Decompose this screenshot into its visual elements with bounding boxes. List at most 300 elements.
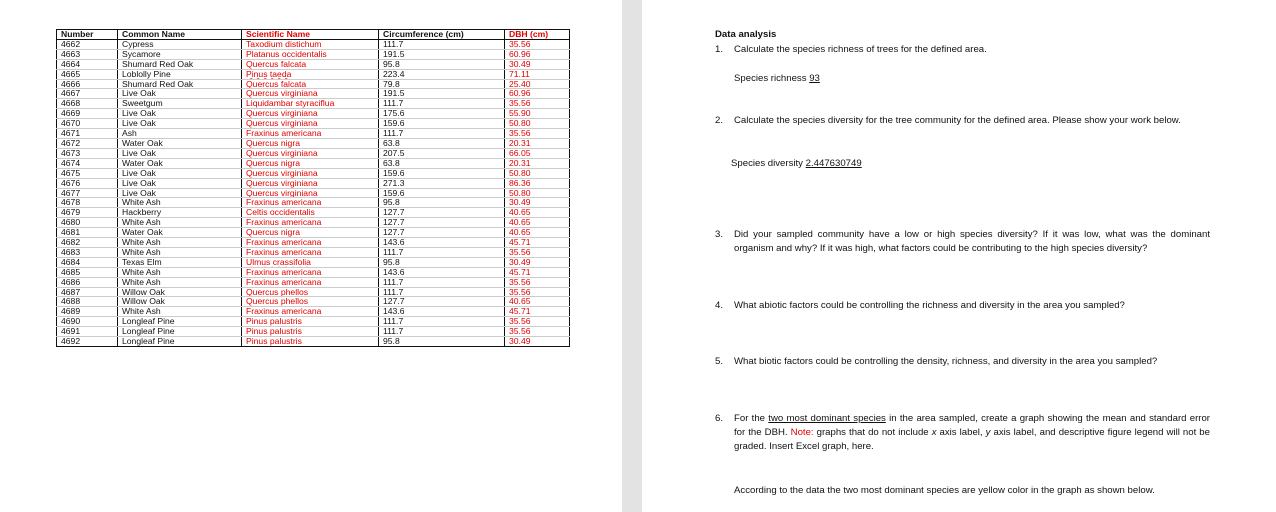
cell-dbh	[505, 247, 570, 257]
question-2	[715, 114, 1215, 142]
species-diversity-value[interactable]: 2.447630749	[805, 158, 862, 169]
cell-number-text: 4662	[61, 39, 81, 49]
cell-scientific-name-text: Quercus falcata	[246, 79, 307, 89]
cell-number-text: 4672	[61, 138, 81, 148]
cell-dbh	[505, 188, 570, 198]
cell-common-name	[118, 129, 242, 139]
cell-dbh-text: 71.11	[509, 69, 530, 79]
q6-text-e: axis label, and descriptive figure legend will not be graded. Insert Excel graph, here.	[734, 427, 1210, 452]
cell-common-name-text: Cypress	[122, 39, 154, 49]
cell-scientific-name	[242, 79, 379, 89]
cell-circumference	[379, 59, 505, 69]
cell-dbh	[505, 257, 570, 267]
table-row	[57, 59, 570, 69]
cell-dbh	[505, 277, 570, 287]
cell-circumference-text: 159.6	[383, 188, 405, 198]
cell-scientific-name	[242, 49, 379, 59]
cell-dbh-text: 86.36	[509, 178, 531, 188]
cell-common-name-text: White Ash	[122, 237, 161, 248]
cell-scientific-name	[242, 59, 379, 69]
question-4	[715, 299, 1215, 313]
cell-number-text: 4677	[61, 188, 81, 198]
cell-number	[57, 69, 118, 79]
cell-number	[57, 287, 118, 297]
cell-common-name	[118, 148, 242, 158]
cell-common-name	[118, 277, 242, 287]
cell-circumference-text: 79.8	[383, 79, 400, 89]
species-diversity-label: Species diversity	[731, 158, 803, 169]
cell-scientific-name	[242, 307, 379, 317]
question-2-text: Calculate the species diversity for the tree community for the defined area. Please show your work below.	[734, 115, 1181, 126]
cell-scientific-name-text: Quercus nigra	[246, 227, 300, 238]
cell-dbh	[505, 99, 570, 109]
cell-number-text: 4683	[61, 247, 81, 257]
cell-dbh-text: 40.65	[509, 296, 531, 307]
cell-circumference	[379, 99, 505, 109]
q6-x-italic: x	[931, 427, 937, 438]
table-row	[57, 287, 570, 297]
cell-common-name-text: Live Oak	[122, 108, 156, 119]
cell-dbh	[505, 317, 570, 327]
cell-dbh	[505, 49, 570, 59]
page-gutter	[622, 0, 642, 512]
cell-number-text: 4667	[61, 88, 81, 99]
table-row	[57, 337, 570, 347]
cell-dbh-text: 50.80	[509, 118, 531, 129]
cell-circumference	[379, 188, 505, 198]
cell-common-name	[118, 267, 242, 277]
cell-common-name-text: White Ash	[122, 247, 161, 257]
cell-number	[57, 99, 118, 109]
cell-dbh-text: 60.96	[509, 88, 531, 99]
cell-circumference-text: 63.8	[383, 138, 400, 148]
cell-common-name-text: Loblolly Pine	[122, 69, 171, 79]
table-row	[57, 109, 570, 119]
cell-scientific-name	[242, 119, 379, 129]
cell-scientific-name	[242, 228, 379, 238]
table-row	[57, 178, 570, 188]
cell-dbh	[505, 287, 570, 297]
cell-common-name	[118, 247, 242, 257]
species-richness-label: Species richness	[734, 73, 807, 84]
cell-number-text: 4665	[61, 69, 81, 79]
cell-scientific-name	[242, 327, 379, 337]
cell-number	[57, 218, 118, 228]
cell-number	[57, 198, 118, 208]
cell-dbh-text: 30.49	[509, 197, 531, 208]
cell-circumference-text: 127.7	[383, 217, 405, 228]
table-row	[57, 277, 570, 287]
question-1	[715, 43, 1215, 57]
cell-number	[57, 168, 118, 178]
cell-scientific-name	[242, 188, 379, 198]
species-richness-value[interactable]: 93	[809, 73, 820, 84]
cell-scientific-name-text: Fraxinus americana	[246, 237, 322, 248]
table-row	[57, 228, 570, 238]
cell-scientific-name	[242, 129, 379, 139]
question-1-text: Calculate the species richness of trees for the defined area.	[734, 44, 987, 55]
cell-common-name-text: Willow Oak	[122, 296, 165, 307]
cell-circumference	[379, 89, 505, 99]
cell-number-text: 4679	[61, 207, 81, 218]
cell-dbh	[505, 168, 570, 178]
cell-circumference	[379, 287, 505, 297]
cell-dbh	[505, 307, 570, 317]
tree-data-table	[56, 29, 570, 347]
table-row	[57, 89, 570, 99]
cell-number-text: 4673	[61, 148, 81, 158]
cell-dbh-text: 35.56	[509, 287, 531, 297]
table-row	[57, 307, 570, 317]
cell-common-name	[118, 59, 242, 69]
cell-common-name	[118, 228, 242, 238]
cell-circumference	[379, 277, 505, 287]
cell-dbh-text: 66.05	[509, 148, 531, 158]
cell-dbh-text: 45.71	[509, 237, 531, 248]
cell-number	[57, 129, 118, 139]
cell-number-text: 4685	[61, 267, 81, 277]
cell-common-name-text: Water Oak	[122, 158, 163, 168]
cell-scientific-name	[242, 208, 379, 218]
cell-scientific-name	[242, 158, 379, 168]
cell-dbh-text: 20.31	[509, 138, 531, 148]
cell-common-name-text: White Ash	[122, 197, 161, 208]
cell-number	[57, 39, 118, 49]
cell-common-name	[118, 138, 242, 148]
table-row	[57, 247, 570, 257]
cell-scientific-name	[242, 257, 379, 267]
cell-common-name	[118, 287, 242, 297]
cell-common-name-text: Ash	[122, 128, 137, 139]
cell-dbh	[505, 119, 570, 129]
cell-scientific-name-text: Quercus phellos	[246, 296, 309, 307]
table-row	[57, 39, 570, 49]
cell-common-name-text: Hackberry	[122, 207, 162, 218]
cell-scientific-name-text: Fraxinus americana	[246, 217, 322, 228]
cell-circumference	[379, 129, 505, 139]
table-row	[57, 317, 570, 327]
cell-number-text: 4682	[61, 237, 81, 248]
cell-number	[57, 148, 118, 158]
cell-number	[57, 109, 118, 119]
cell-dbh-text: 40.65	[509, 217, 531, 228]
cell-number-text: 4663	[61, 49, 81, 59]
cell-circumference	[379, 327, 505, 337]
question-2-number: 2.	[715, 115, 724, 126]
cell-number	[57, 247, 118, 257]
cell-scientific-name-text: Quercus phellos	[246, 287, 309, 297]
cell-scientific-name-text: Pinus palustris	[246, 326, 302, 337]
cell-common-name-text: Longleaf Pine	[122, 336, 175, 347]
cell-dbh	[505, 89, 570, 99]
table-row	[57, 198, 570, 208]
cell-number	[57, 188, 118, 198]
cell-number-text: 4678	[61, 197, 81, 208]
header-common-name: Common Name	[118, 30, 242, 40]
table-row	[57, 158, 570, 168]
table-row	[57, 257, 570, 267]
cell-number-text: 4692	[61, 336, 81, 347]
cell-number-text: 4674	[61, 158, 81, 168]
q6-text-b: in the area sampled, create a graph showing the mean and standard error for the DBH.	[734, 413, 1211, 438]
question-4-text: What abiotic factors could be controlling the richness and diversity in the area you sampled?	[734, 300, 1125, 311]
cell-scientific-name-text: Quercus virginiana	[246, 118, 318, 129]
cell-scientific-name	[242, 297, 379, 307]
cell-dbh	[505, 138, 570, 148]
cell-circumference	[379, 138, 505, 148]
cell-circumference-text: 111.7	[383, 39, 404, 49]
cell-circumference	[379, 228, 505, 238]
cell-common-name-text: Shumard Red Oak	[122, 59, 194, 69]
table-row	[57, 188, 570, 198]
cell-circumference	[379, 198, 505, 208]
cell-scientific-name-text: Quercus falcata	[246, 59, 307, 69]
cell-dbh	[505, 208, 570, 218]
cell-common-name-text: Longleaf Pine	[122, 326, 175, 337]
cell-common-name	[118, 39, 242, 49]
cell-number-text: 4666	[61, 79, 81, 89]
cell-common-name	[118, 297, 242, 307]
cell-number-text: 4688	[61, 296, 81, 307]
cell-common-name	[118, 257, 242, 267]
species-diversity-answer	[731, 157, 862, 171]
cell-common-name	[118, 327, 242, 337]
cell-number-text: 4670	[61, 118, 81, 129]
cell-scientific-name-text: Quercus virginiana	[246, 188, 318, 198]
cell-scientific-name	[242, 317, 379, 327]
cell-circumference	[379, 158, 505, 168]
cell-scientific-name-text: Fraxinus americana	[246, 306, 322, 317]
cell-number	[57, 138, 118, 148]
cell-scientific-name	[242, 148, 379, 158]
cell-scientific-name	[242, 198, 379, 208]
cell-circumference-text: 143.6	[383, 306, 405, 317]
cell-common-name-text: Water Oak	[122, 138, 163, 148]
table-row	[57, 99, 570, 109]
cell-number	[57, 297, 118, 307]
cell-dbh-text: 50.80	[509, 168, 531, 178]
cell-dbh	[505, 218, 570, 228]
cell-circumference-text: 127.7	[383, 207, 405, 218]
cell-dbh-text: 40.65	[509, 227, 531, 238]
cell-circumference-text: 95.8	[383, 336, 400, 347]
cell-common-name	[118, 188, 242, 198]
cell-common-name-text: White Ash	[122, 277, 161, 287]
cell-scientific-name-text: Quercus virginiana	[246, 168, 318, 178]
question-3	[715, 228, 1215, 270]
question-5-number: 5.	[715, 356, 724, 367]
cell-common-name-text: Live Oak	[122, 88, 156, 99]
cell-circumference-text: 95.8	[383, 257, 400, 267]
table-row	[57, 267, 570, 277]
cell-circumference-text: 111.7	[383, 128, 404, 139]
question-6-text	[734, 412, 1210, 454]
cell-circumference-text: 191.5	[383, 49, 405, 59]
cell-number-text: 4676	[61, 178, 81, 188]
cell-common-name-text: Willow Oak	[122, 287, 165, 297]
cell-circumference-text: 159.6	[383, 118, 405, 129]
cell-scientific-name	[242, 109, 379, 119]
cell-dbh-text: 35.56	[509, 39, 531, 49]
question-1-number: 1.	[715, 44, 724, 55]
cell-scientific-name	[242, 218, 379, 228]
question-4-number: 4.	[715, 300, 724, 311]
cell-common-name-text: Live Oak	[122, 148, 156, 158]
cell-circumference-text: 175.6	[383, 108, 405, 119]
cell-scientific-name-text: Liquidambar styraciflua	[246, 98, 335, 109]
answer-text[interactable]: According to the data the two most dominant species are yellow color in the graph as shown below.	[734, 485, 1155, 496]
cell-circumference	[379, 297, 505, 307]
cell-dbh	[505, 59, 570, 69]
cell-scientific-name-text: Fraxinus americana	[246, 197, 322, 208]
cell-scientific-name-text: Ulmus crassifolia	[246, 257, 311, 267]
cell-number-text: 4675	[61, 168, 81, 178]
table-row	[57, 69, 570, 79]
cell-dbh-text: 35.56	[509, 316, 531, 327]
cell-circumference-text: 143.6	[383, 237, 405, 248]
cell-common-name-text: Live Oak	[122, 118, 156, 129]
cell-circumference	[379, 109, 505, 119]
cell-common-name-text: Shumard Red Oak	[122, 79, 194, 89]
cell-common-name-text: Sweetgum	[122, 98, 163, 109]
cell-scientific-name	[242, 39, 379, 49]
table-row	[57, 208, 570, 218]
cell-common-name	[118, 218, 242, 228]
cell-dbh	[505, 79, 570, 89]
cell-circumference-text: 63.8	[383, 158, 400, 168]
cell-number	[57, 228, 118, 238]
table-row	[57, 327, 570, 337]
cell-common-name-text: White Ash	[122, 267, 161, 277]
cell-dbh	[505, 297, 570, 307]
cell-dbh-text: 20.31	[509, 158, 531, 168]
cell-common-name-text: Longleaf Pine	[122, 316, 175, 327]
cell-circumference-text: 191.5	[383, 88, 405, 99]
cell-circumference-text: 127.7	[383, 227, 405, 238]
cell-circumference-text: 111.7	[383, 98, 404, 109]
cell-dbh	[505, 267, 570, 277]
cell-number	[57, 178, 118, 188]
cell-dbh	[505, 109, 570, 119]
cell-circumference	[379, 257, 505, 267]
q6-text-d: axis label,	[939, 427, 983, 438]
cell-scientific-name	[242, 287, 379, 297]
cell-scientific-name	[242, 277, 379, 287]
cell-circumference	[379, 178, 505, 188]
question-5-text: What biotic factors could be controlling the density, richness, and diversity in the area you sampled?	[734, 356, 1158, 367]
cell-scientific-name-text: Quercus virginiana	[246, 108, 318, 119]
table-row	[57, 148, 570, 158]
cell-common-name	[118, 178, 242, 188]
cell-common-name	[118, 337, 242, 347]
cell-number	[57, 89, 118, 99]
cell-circumference-text: 111.7	[383, 316, 404, 327]
cell-circumference	[379, 317, 505, 327]
cell-scientific-name	[242, 178, 379, 188]
cell-dbh	[505, 327, 570, 337]
table-row	[57, 129, 570, 139]
cell-circumference	[379, 79, 505, 89]
table-row	[57, 119, 570, 129]
cell-dbh-text: 30.49	[509, 59, 531, 69]
cell-common-name	[118, 158, 242, 168]
cell-dbh	[505, 198, 570, 208]
question-6	[715, 412, 1215, 454]
cell-scientific-name	[242, 99, 379, 109]
cell-common-name-text: Water Oak	[122, 227, 163, 238]
cell-scientific-name-text: Celtis occidentalis	[246, 207, 315, 218]
cell-common-name	[118, 168, 242, 178]
cell-circumference-text: 143.6	[383, 267, 405, 277]
cell-scientific-name-text: Fraxinus americana	[246, 247, 322, 257]
cell-common-name-text: Live Oak	[122, 178, 156, 188]
cell-number	[57, 208, 118, 218]
table-header-row	[57, 30, 570, 40]
cell-scientific-name-text: Pinus taeda	[246, 69, 292, 79]
cell-number	[57, 119, 118, 129]
cell-circumference-text: 95.8	[383, 197, 400, 208]
cell-circumference-text: 111.7	[383, 326, 404, 337]
cell-circumference	[379, 208, 505, 218]
cell-scientific-name	[242, 69, 379, 79]
cell-number-text: 4684	[61, 257, 81, 267]
cell-circumference-text: 111.7	[383, 277, 404, 287]
q6-underlined: two most dominant species	[768, 413, 886, 424]
question-3-number: 3.	[715, 229, 724, 240]
cell-scientific-name-text: Pinus palustris	[246, 336, 302, 347]
cell-circumference-text: 95.8	[383, 59, 400, 69]
cell-dbh-text: 60.96	[509, 49, 531, 59]
cell-dbh-text: 35.56	[509, 128, 531, 139]
table-row	[57, 49, 570, 59]
cell-scientific-name	[242, 89, 379, 99]
cell-number	[57, 307, 118, 317]
cell-circumference	[379, 247, 505, 257]
table-row	[57, 79, 570, 89]
cell-number-text: 4669	[61, 108, 81, 119]
cell-common-name	[118, 307, 242, 317]
cell-scientific-name-text: Platanus occidentalis	[246, 49, 327, 59]
cell-common-name	[118, 317, 242, 327]
cell-circumference-text: 127.7	[383, 296, 405, 307]
cell-scientific-name	[242, 337, 379, 347]
left-page	[0, 0, 622, 512]
cell-dbh-text: 35.56	[509, 326, 531, 337]
cell-number-text: 4690	[61, 316, 81, 327]
cell-dbh	[505, 238, 570, 248]
cell-dbh	[505, 39, 570, 49]
cell-scientific-name-text: Fraxinus americana	[246, 277, 322, 287]
cell-scientific-name-text: Fraxinus americana	[246, 128, 322, 139]
q6-text-c: graphs that do not include	[816, 427, 929, 438]
question-3-text: Did your sampled community have a low or high species diversity? If it was low, what was the dominant organism and why? If it was high, what factors could be contributing to the high species diversity?	[734, 229, 1210, 254]
cell-scientific-name-text: Pinus palustris	[246, 316, 302, 327]
cell-number	[57, 277, 118, 287]
cell-circumference	[379, 168, 505, 178]
cell-dbh-text: 35.56	[509, 277, 531, 287]
cell-dbh-text: 45.71	[509, 267, 531, 277]
cell-number-text: 4664	[61, 59, 81, 69]
cell-number	[57, 327, 118, 337]
cell-number	[57, 257, 118, 267]
cell-scientific-name-text: Quercus nigra	[246, 158, 300, 168]
cell-dbh-text: 30.49	[509, 257, 531, 267]
cell-dbh-text: 40.65	[509, 207, 531, 218]
cell-common-name	[118, 119, 242, 129]
cell-common-name-text: Sycamore	[122, 49, 161, 59]
cell-circumference-text: 207.5	[383, 148, 405, 158]
cell-dbh-text: 30.49	[509, 336, 531, 347]
